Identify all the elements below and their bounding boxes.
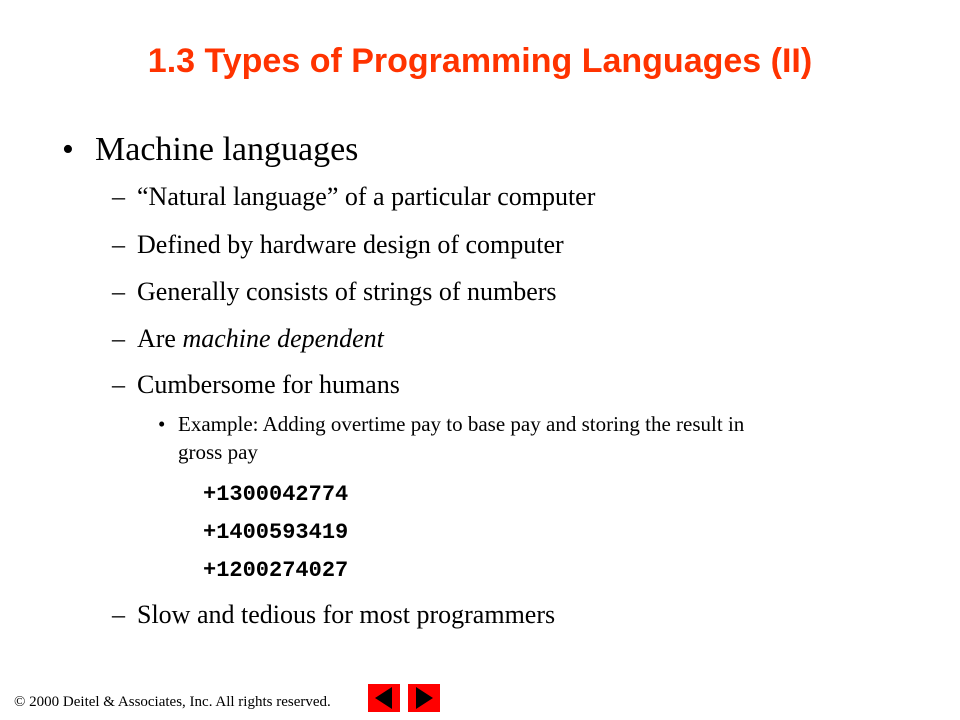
sub-bullet-natural-language	[112, 182, 595, 212]
main-bullet-text: Machine languages	[95, 131, 359, 168]
machine-code-line-3: +1200274027	[203, 558, 349, 583]
bullet-icon: •	[158, 412, 166, 436]
sub-bullet-cumbersome	[112, 370, 400, 400]
dash-icon: –	[112, 230, 125, 259]
dash-icon: –	[112, 600, 125, 629]
sub-bullet-text: “Natural language” of a particular computer	[137, 182, 596, 211]
example-line-1: Example: Adding overtime pay to base pay and storing the result in	[178, 412, 745, 436]
dash-icon: –	[112, 182, 125, 211]
slide-title: 1.3 Types of Programming Languages (II)	[147, 42, 813, 80]
sub-bullet-text: Defined by hardware design of computer	[137, 230, 564, 259]
sub-bullet-text-prefix: Are	[137, 324, 183, 353]
machine-code-line-1: +1300042774	[203, 482, 349, 507]
dash-icon: –	[112, 277, 125, 306]
copyright-text: 2000 Deitel & Associates, Inc. All rights reserved.	[29, 694, 331, 710]
next-slide-button[interactable]	[408, 684, 440, 712]
triangle-right-icon	[416, 687, 433, 709]
main-bullet	[62, 131, 358, 169]
machine-code-line-2: +1400593419	[203, 520, 349, 545]
example-line-2: gross pay	[178, 440, 258, 464]
sub-bullet-machine-dependent	[112, 324, 384, 354]
sub-bullet-text: Cumbersome for humans	[137, 370, 400, 399]
dash-icon: –	[112, 370, 125, 399]
dash-icon: –	[112, 324, 125, 353]
copyright-footer	[14, 694, 331, 711]
sub-bullet-strings-of-numbers	[112, 277, 557, 307]
example-bullet	[158, 410, 908, 466]
bullet-icon: •	[62, 131, 74, 168]
previous-slide-button[interactable]	[368, 684, 400, 712]
sub-bullet-defined-by-hardware	[112, 230, 564, 260]
triangle-left-icon	[375, 687, 392, 709]
emphasis-text: machine dependent	[182, 324, 384, 353]
sub-bullet-text: Slow and tedious for most programmers	[137, 600, 556, 629]
copyright-icon: ©	[14, 694, 26, 710]
sub-bullet-text: Generally consists of strings of numbers	[137, 277, 557, 306]
sub-bullet-slow-tedious	[112, 600, 555, 630]
